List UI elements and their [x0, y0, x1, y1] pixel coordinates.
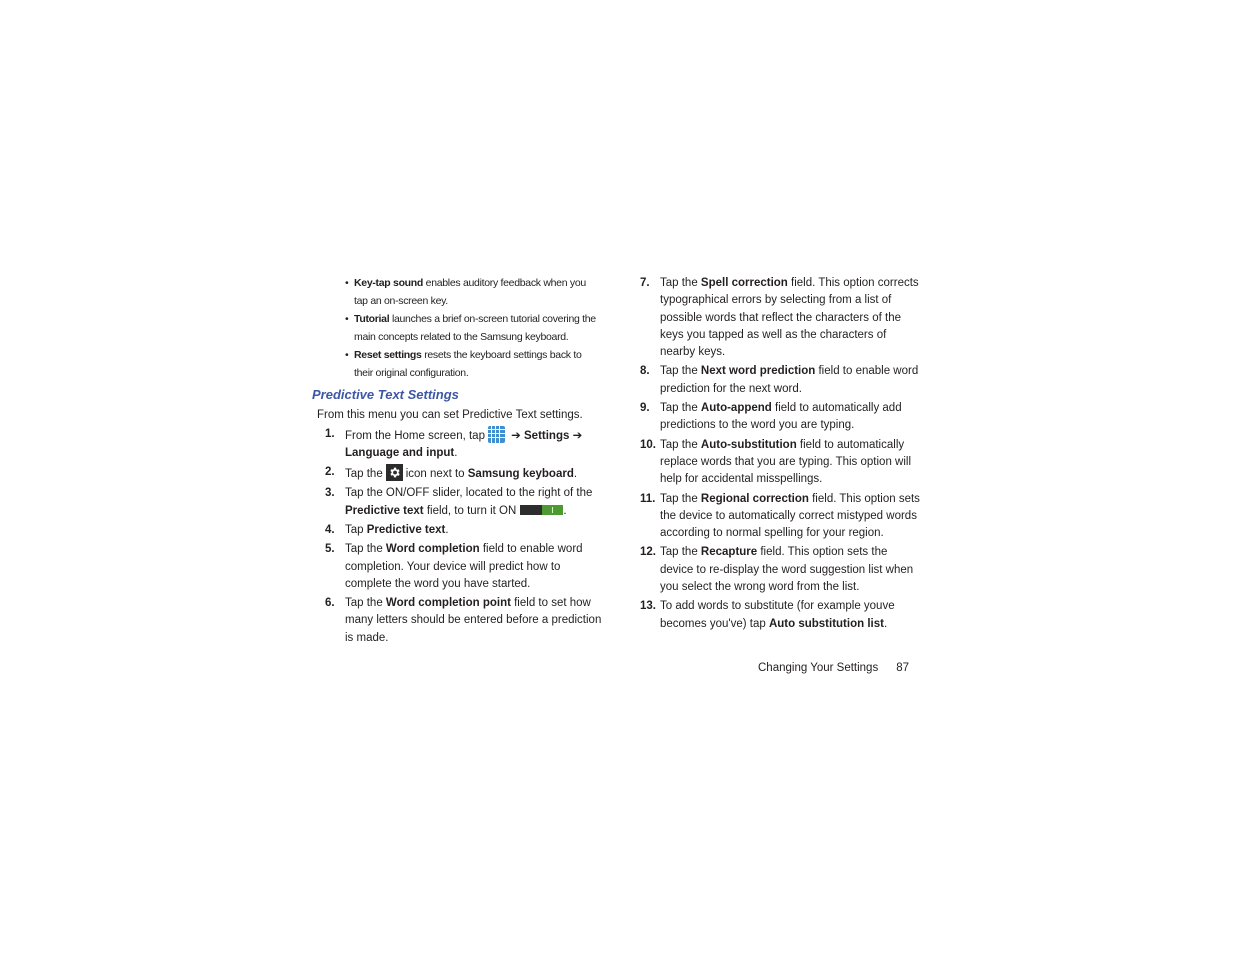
step-4: 4. Tap Predictive text.	[312, 522, 602, 539]
gear-icon	[386, 464, 403, 481]
right-column	[638, 275, 923, 635]
page-footer	[758, 660, 909, 676]
bullet-reset-settings: • Reset settings resets the keyboard settings back to their original configuration.	[345, 349, 582, 379]
step-number: 6.	[325, 597, 335, 610]
step-number: 7.	[640, 277, 650, 289]
step-number: 9.	[640, 402, 650, 415]
step-number: 8.	[640, 365, 650, 378]
bullet-term: Tutorial	[354, 313, 390, 325]
step-number: 11.	[640, 492, 656, 505]
step-number: 5.	[325, 543, 335, 556]
toggle-on-icon	[520, 505, 563, 515]
section-heading: Predictive Text Settings	[312, 387, 459, 402]
step-1: 1. From the Home screen, tap ➔ Settings ➔ Language and input.	[325, 427, 583, 459]
step-number: 12.	[640, 546, 656, 559]
footer-section-title: Changing Your Settings	[758, 662, 879, 674]
step-9: 9. Tap the Auto-append field to automatically add predictions to the word you are typing.	[640, 402, 902, 432]
bullet-term: Key-tap sound	[354, 277, 424, 289]
step-13: 13. To add words to substitute (for example youve becomes you've) tap Auto substitution list.	[640, 600, 895, 630]
section-intro: From this menu you can set Predictive Text settings.	[317, 409, 583, 421]
step-2: 2. Tap the icon next to Samsung keyboard.	[325, 466, 578, 481]
bullet-tutorial: • Tutorial launches a brief on-screen tutorial covering the main concepts related to the Samsung keyboard.	[345, 313, 596, 343]
step-number: 2.	[325, 466, 335, 479]
bullet-text: enables auditory feedback when you tap an on-screen key.	[354, 277, 586, 307]
bullet-key-tap-sound: • Key-tap sound enables auditory feedback when you tap an on-screen key.	[345, 277, 586, 307]
step-5: 5. Tap the Word completion field to enable word completion. Your device will predict how to complete the word you have started.	[325, 543, 583, 590]
step-number: 10.	[640, 438, 656, 451]
step-8: 8. Tap the Next word prediction field to enable word prediction for the next word.	[640, 365, 919, 395]
step-number: 13.	[640, 600, 656, 613]
step-7: 7. Tap the Spell correction field. This option corrects typographical errors by selecting from a list of possible words that reflect the characters of the keys you tapped as well as the characters of nearby keys.	[640, 277, 919, 359]
step-number: 1.	[325, 427, 335, 440]
step-6: 6. Tap the Word completion point field to set how many letters should be entered before a prediction is made.	[325, 597, 602, 644]
step-10: 10. Tap the Auto-substitution field to automatically replace words that you are typing. This option will help for accidental misspellings.	[640, 438, 912, 486]
page-number: 87	[896, 662, 910, 674]
step-12: 12. Tap the Recapture field. This option sets the device to re-display the word suggestion list when you select the wrong word from the list.	[640, 546, 914, 594]
apps-grid-icon	[488, 426, 505, 443]
bullet-text: launches a brief on-screen tutorial covering the main concepts related to the Samsung keyboard.	[354, 313, 596, 343]
step-number: 3.	[325, 487, 335, 500]
step-number: 4.	[325, 523, 335, 536]
bullet-text: resets the keyboard settings back to their original configuration.	[354, 349, 582, 379]
left-column	[312, 275, 602, 649]
step-11: 11. Tap the Regional correction field. This option sets the device to automatically correct mistyped words according to normal spelling for your region.	[640, 492, 920, 540]
bullet-term: Reset settings	[354, 349, 422, 361]
step-3: 3. Tap the ON/OFF slider, located to the right of the Predictive text field, to turn it ON .	[325, 487, 593, 517]
